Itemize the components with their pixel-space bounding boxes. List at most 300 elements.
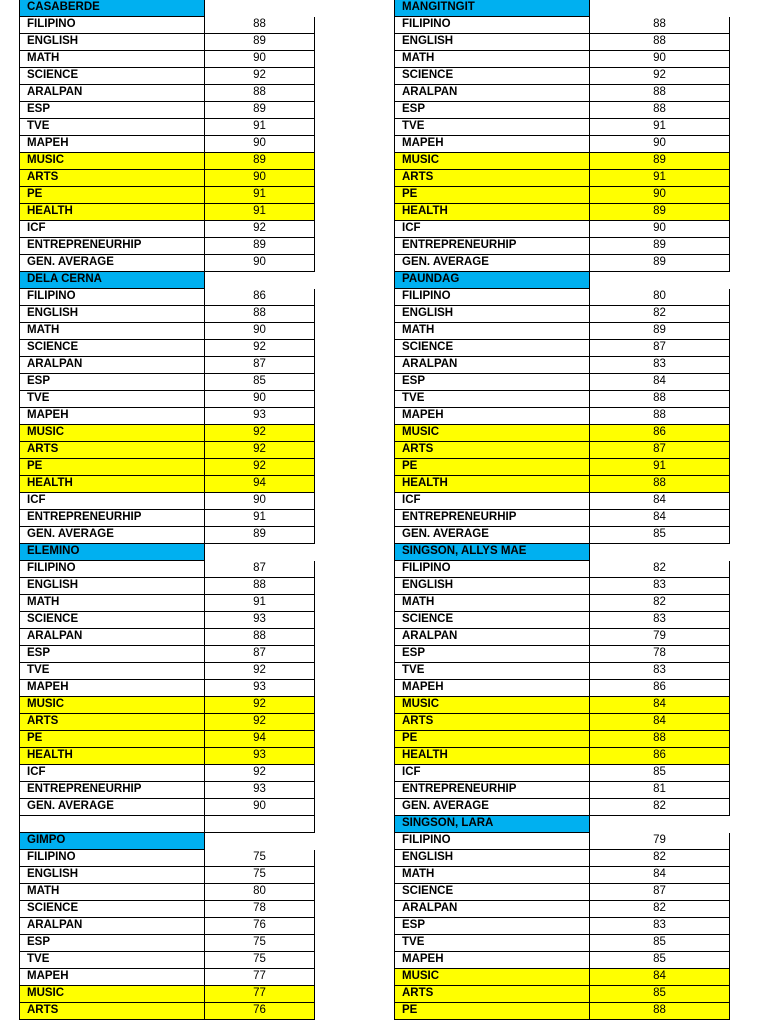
subject-name: MATH — [394, 323, 590, 340]
grade-value: 80 — [590, 289, 730, 306]
grade-row-esp — [19, 374, 315, 391]
subject-name: HEALTH — [19, 748, 205, 765]
grade-row-entrepreneurhip — [19, 510, 315, 527]
subject-name: MUSIC — [394, 153, 590, 170]
grade-row-mapeh — [394, 952, 730, 969]
grade-value: 83 — [590, 663, 730, 680]
subject-name: MAPEH — [19, 680, 205, 697]
grade-value: 89 — [205, 34, 315, 51]
subject-name: SCIENCE — [394, 340, 590, 357]
grade-row-gen-average — [394, 255, 730, 272]
grade-value: 82 — [590, 901, 730, 918]
grade-row-filipino — [19, 289, 315, 306]
student-name: DELA CERNA — [19, 272, 205, 289]
subject-name: ARALPAN — [394, 357, 590, 374]
subject-name: TVE — [394, 935, 590, 952]
grade-value: 89 — [590, 204, 730, 221]
grade-row-tve — [19, 391, 315, 408]
grade-value: 92 — [205, 68, 315, 85]
grade-value: 90 — [205, 493, 315, 510]
grade-row-entrepreneurhip — [19, 782, 315, 799]
grade-value: 88 — [590, 731, 730, 748]
grade-value: 88 — [590, 476, 730, 493]
student-name: ELEMINO — [19, 544, 205, 561]
grade-row-english — [394, 306, 730, 323]
grade-value: 87 — [205, 357, 315, 374]
subject-name: ARTS — [19, 442, 205, 459]
grade-row-arts — [394, 986, 730, 1003]
grade-row-health — [394, 748, 730, 765]
grade-value: 88 — [590, 1003, 730, 1020]
grade-value: 92 — [205, 697, 315, 714]
subject-name: MAPEH — [394, 408, 590, 425]
grade-value: 89 — [205, 238, 315, 255]
grade-row-gen-average — [394, 527, 730, 544]
grade-value: 88 — [205, 578, 315, 595]
grade-value: 86 — [590, 748, 730, 765]
grade-value: 84 — [590, 493, 730, 510]
grade-value: 93 — [205, 748, 315, 765]
grade-row-filipino — [394, 289, 730, 306]
subject-name: PE — [19, 187, 205, 204]
grade-row-english — [394, 34, 730, 51]
subject-name: MATH — [19, 884, 205, 901]
grade-value: 91 — [205, 595, 315, 612]
blank-cell — [205, 816, 315, 833]
subject-name: HEALTH — [19, 476, 205, 493]
subject-name: GEN. AVERAGE — [394, 255, 590, 272]
subject-name: TVE — [19, 663, 205, 680]
subject-name: ICF — [394, 493, 590, 510]
grade-value: 84 — [590, 374, 730, 391]
student-header-dela-cerna — [19, 272, 315, 289]
grade-row-pe — [394, 731, 730, 748]
grade-value: 83 — [590, 357, 730, 374]
grade-value: 80 — [205, 884, 315, 901]
subject-name: FILIPINO — [394, 17, 590, 34]
grade-row-music — [394, 153, 730, 170]
subject-name: ARTS — [19, 170, 205, 187]
grade-row-filipino — [394, 17, 730, 34]
grade-value: 84 — [590, 867, 730, 884]
subject-name: ARTS — [19, 1003, 205, 1020]
grade-row-math — [394, 323, 730, 340]
grade-value: 87 — [205, 561, 315, 578]
subject-name: MUSIC — [19, 697, 205, 714]
subject-name: FILIPINO — [19, 561, 205, 578]
grade-value: 79 — [590, 833, 730, 850]
grade-row-pe — [394, 1003, 730, 1020]
grade-value: 75 — [205, 867, 315, 884]
grade-row-english — [394, 578, 730, 595]
subject-name: MAPEH — [394, 952, 590, 969]
subject-name: MATH — [19, 51, 205, 68]
grade-row-science — [19, 901, 315, 918]
grade-row-esp — [394, 918, 730, 935]
subject-name: MATH — [19, 595, 205, 612]
grade-row-mapeh — [19, 408, 315, 425]
subject-name: TVE — [19, 119, 205, 136]
subject-name: MUSIC — [394, 425, 590, 442]
subject-name: GEN. AVERAGE — [394, 799, 590, 816]
grade-row-filipino — [394, 833, 730, 850]
subject-name: HEALTH — [394, 476, 590, 493]
grade-value: 84 — [590, 714, 730, 731]
subject-name: MAPEH — [394, 136, 590, 153]
grade-row-esp — [394, 102, 730, 119]
grade-row-aralpan — [19, 357, 315, 374]
grade-value: 90 — [590, 221, 730, 238]
grade-value: 89 — [590, 255, 730, 272]
grade-value: 88 — [590, 408, 730, 425]
subject-name: SCIENCE — [394, 68, 590, 85]
subject-name: MUSIC — [394, 969, 590, 986]
grade-value: 89 — [205, 527, 315, 544]
subject-name: ENTREPRENEURHIP — [19, 238, 205, 255]
subject-name: ESP — [19, 935, 205, 952]
grade-row-science — [19, 612, 315, 629]
header-empty-cell — [205, 833, 315, 850]
grade-value: 77 — [205, 969, 315, 986]
grade-value: 76 — [205, 918, 315, 935]
subject-name: MUSIC — [394, 697, 590, 714]
grade-row-aralpan — [19, 629, 315, 646]
grade-row-esp — [19, 935, 315, 952]
subject-name: MAPEH — [19, 408, 205, 425]
subject-name: GEN. AVERAGE — [394, 527, 590, 544]
subject-name: MATH — [19, 323, 205, 340]
grade-row-science — [19, 340, 315, 357]
subject-name: SCIENCE — [19, 68, 205, 85]
grade-value: 89 — [590, 153, 730, 170]
subject-name: ARTS — [394, 170, 590, 187]
subject-name: GEN. AVERAGE — [19, 799, 205, 816]
grade-value: 75 — [205, 935, 315, 952]
subject-name: ENTREPRENEURHIP — [394, 510, 590, 527]
grade-value: 76 — [205, 1003, 315, 1020]
subject-name: ESP — [394, 374, 590, 391]
subject-name: FILIPINO — [19, 850, 205, 867]
subject-name: ARALPAN — [19, 629, 205, 646]
grade-row-tve — [19, 119, 315, 136]
grade-value: 75 — [205, 850, 315, 867]
grade-row-music — [394, 697, 730, 714]
subject-name: SCIENCE — [394, 612, 590, 629]
grade-row-entrepreneurhip — [394, 782, 730, 799]
subject-name: ENGLISH — [394, 578, 590, 595]
subject-name: ICF — [19, 221, 205, 238]
student-name: GIMPO — [19, 833, 205, 850]
grade-row-tve — [394, 119, 730, 136]
grade-value: 88 — [205, 306, 315, 323]
grade-value: 88 — [590, 17, 730, 34]
grade-value: 91 — [205, 510, 315, 527]
subject-name: MUSIC — [19, 153, 205, 170]
grade-value: 92 — [590, 68, 730, 85]
grade-value: 90 — [205, 170, 315, 187]
subject-name: MATH — [394, 595, 590, 612]
subject-name: PE — [394, 187, 590, 204]
grade-value: 90 — [205, 255, 315, 272]
grade-value: 86 — [590, 680, 730, 697]
grade-row-tve — [19, 952, 315, 969]
subject-name: ESP — [19, 646, 205, 663]
grade-value: 88 — [205, 629, 315, 646]
grade-value: 82 — [590, 595, 730, 612]
subject-name: MAPEH — [19, 969, 205, 986]
grade-value: 92 — [205, 663, 315, 680]
grade-row-entrepreneurhip — [394, 510, 730, 527]
grade-row-tve — [394, 391, 730, 408]
grade-value: 84 — [590, 510, 730, 527]
grade-value: 93 — [205, 612, 315, 629]
grade-row-mapeh — [19, 136, 315, 153]
grade-row-science — [394, 340, 730, 357]
grade-row-science — [394, 612, 730, 629]
right-grade-column — [394, 0, 730, 1020]
grade-value: 92 — [205, 340, 315, 357]
grade-row-filipino — [19, 850, 315, 867]
grade-row-icf — [394, 765, 730, 782]
subject-name: ICF — [19, 765, 205, 782]
grade-row-arts — [19, 714, 315, 731]
subject-name: ESP — [394, 102, 590, 119]
grade-value: 88 — [205, 85, 315, 102]
student-header-gimpo — [19, 833, 315, 850]
subject-name: ARALPAN — [19, 357, 205, 374]
grade-row-gen-average — [19, 799, 315, 816]
header-empty-cell — [205, 544, 315, 561]
grade-row-tve — [19, 663, 315, 680]
grade-row-esp — [394, 646, 730, 663]
grade-row-pe — [19, 731, 315, 748]
grade-row-music — [19, 986, 315, 1003]
grade-value: 92 — [205, 459, 315, 476]
grade-row-math — [394, 867, 730, 884]
subject-name: ICF — [394, 765, 590, 782]
grade-row-gen-average — [394, 799, 730, 816]
grade-value: 88 — [590, 391, 730, 408]
header-empty-cell — [590, 544, 730, 561]
grade-value: 90 — [590, 136, 730, 153]
subject-name: TVE — [394, 119, 590, 136]
grade-value: 79 — [590, 629, 730, 646]
grade-row-arts — [394, 442, 730, 459]
student-name: SINGSON, LARA — [394, 816, 590, 833]
grade-row-entrepreneurhip — [394, 238, 730, 255]
grade-value: 86 — [590, 425, 730, 442]
grade-value: 90 — [205, 136, 315, 153]
subject-name: ARTS — [394, 442, 590, 459]
grade-value: 78 — [590, 646, 730, 663]
grade-value: 86 — [205, 289, 315, 306]
grade-row-health — [19, 748, 315, 765]
grade-row-music — [19, 153, 315, 170]
subject-name: ENTREPRENEURHIP — [19, 510, 205, 527]
grade-value: 89 — [205, 102, 315, 119]
grade-row-esp — [394, 374, 730, 391]
grade-value: 89 — [205, 153, 315, 170]
subject-name: TVE — [394, 663, 590, 680]
grade-row-filipino — [394, 561, 730, 578]
subject-name: PE — [394, 731, 590, 748]
subject-name: ARALPAN — [19, 918, 205, 935]
grade-value: 85 — [590, 527, 730, 544]
grade-row-filipino — [19, 561, 315, 578]
grade-value: 91 — [205, 204, 315, 221]
grade-value: 83 — [590, 918, 730, 935]
grade-row-icf — [394, 221, 730, 238]
subject-name: ARALPAN — [19, 85, 205, 102]
subject-name: SCIENCE — [19, 340, 205, 357]
subject-name: ENTREPRENEURHIP — [19, 782, 205, 799]
subject-name: SCIENCE — [394, 884, 590, 901]
subject-name: ENGLISH — [394, 850, 590, 867]
header-empty-cell — [590, 0, 730, 17]
grade-row-tve — [394, 663, 730, 680]
grade-row-math — [394, 51, 730, 68]
subject-name: MUSIC — [19, 425, 205, 442]
student-name: SINGSON, ALLYS MAE — [394, 544, 590, 561]
grade-value: 90 — [590, 187, 730, 204]
grade-row-pe — [19, 187, 315, 204]
subject-name: ENGLISH — [19, 867, 205, 884]
subject-name: HEALTH — [394, 204, 590, 221]
grade-value: 88 — [590, 102, 730, 119]
subject-name: MAPEH — [394, 680, 590, 697]
student-name: CASABERDE — [19, 0, 205, 17]
subject-name: ARALPAN — [394, 901, 590, 918]
grade-row-music — [394, 969, 730, 986]
grade-row-arts — [19, 442, 315, 459]
grade-value: 91 — [590, 459, 730, 476]
subject-name: ESP — [394, 918, 590, 935]
subject-name: SCIENCE — [19, 901, 205, 918]
student-name: MANGITNGIT — [394, 0, 590, 17]
grade-row-arts — [394, 714, 730, 731]
grade-row-mapeh — [394, 136, 730, 153]
grade-value: 90 — [590, 51, 730, 68]
grade-value: 85 — [590, 935, 730, 952]
grade-value: 85 — [590, 986, 730, 1003]
grade-value: 88 — [590, 85, 730, 102]
grade-value: 82 — [590, 561, 730, 578]
subject-name: PE — [394, 459, 590, 476]
grade-row-aralpan — [19, 918, 315, 935]
grade-row-science — [394, 884, 730, 901]
grade-row-aralpan — [394, 901, 730, 918]
grade-row-math — [19, 884, 315, 901]
student-header-singson-lara — [394, 816, 730, 833]
grade-row-filipino — [19, 17, 315, 34]
grade-row-aralpan — [394, 85, 730, 102]
grade-row-english — [19, 578, 315, 595]
grade-row-english — [19, 867, 315, 884]
grade-row-entrepreneurhip — [19, 238, 315, 255]
blank-row — [19, 816, 315, 833]
subject-name: ICF — [394, 221, 590, 238]
grade-value: 94 — [205, 476, 315, 493]
subject-name: ICF — [19, 493, 205, 510]
grade-row-pe — [394, 459, 730, 476]
subject-name: ARTS — [19, 714, 205, 731]
student-header-elemino — [19, 544, 315, 561]
grade-row-mapeh — [19, 969, 315, 986]
blank-cell — [19, 816, 205, 833]
subject-name: ESP — [19, 374, 205, 391]
grade-value: 91 — [590, 119, 730, 136]
grade-value: 91 — [205, 119, 315, 136]
grade-row-english — [19, 34, 315, 51]
grade-row-aralpan — [394, 357, 730, 374]
grade-row-science — [19, 68, 315, 85]
subject-name: ARTS — [394, 714, 590, 731]
subject-name: ENGLISH — [19, 34, 205, 51]
grade-row-tve — [394, 935, 730, 952]
grade-row-health — [19, 476, 315, 493]
grade-value: 92 — [205, 425, 315, 442]
grade-value: 84 — [590, 697, 730, 714]
subject-name: ENTREPRENEURHIP — [394, 782, 590, 799]
subject-name: ENGLISH — [19, 578, 205, 595]
subject-name: FILIPINO — [19, 17, 205, 34]
grade-row-pe — [394, 187, 730, 204]
student-header-paundag — [394, 272, 730, 289]
grade-row-gen-average — [19, 527, 315, 544]
subject-name: ENGLISH — [394, 306, 590, 323]
grade-row-mapeh — [394, 408, 730, 425]
grade-value: 91 — [205, 187, 315, 204]
subject-name: ENTREPRENEURHIP — [394, 238, 590, 255]
grade-value: 85 — [590, 765, 730, 782]
grade-row-aralpan — [394, 629, 730, 646]
subject-name: TVE — [19, 391, 205, 408]
grade-value: 93 — [205, 680, 315, 697]
grade-row-arts — [19, 170, 315, 187]
grade-value: 91 — [590, 170, 730, 187]
subject-name: MUSIC — [19, 986, 205, 1003]
grade-row-arts — [19, 1003, 315, 1020]
subject-name: PE — [394, 1003, 590, 1020]
grade-row-math — [19, 595, 315, 612]
subject-name: ESP — [394, 646, 590, 663]
subject-name: SCIENCE — [19, 612, 205, 629]
grade-row-english — [19, 306, 315, 323]
header-empty-cell — [205, 0, 315, 17]
grade-value: 89 — [590, 238, 730, 255]
grade-row-gen-average — [19, 255, 315, 272]
grade-row-math — [19, 51, 315, 68]
grade-value: 90 — [205, 51, 315, 68]
subject-name: ENGLISH — [19, 306, 205, 323]
grade-value: 93 — [205, 408, 315, 425]
subject-name: GEN. AVERAGE — [19, 527, 205, 544]
grade-row-icf — [394, 493, 730, 510]
student-header-mangitngit — [394, 0, 730, 17]
subject-name: FILIPINO — [394, 833, 590, 850]
grade-row-english — [394, 850, 730, 867]
grade-value: 89 — [590, 323, 730, 340]
grade-value: 85 — [590, 952, 730, 969]
grade-row-icf — [19, 493, 315, 510]
grade-value: 90 — [205, 323, 315, 340]
subject-name: TVE — [19, 952, 205, 969]
grade-value: 82 — [590, 850, 730, 867]
subject-name: ENGLISH — [394, 34, 590, 51]
student-name: PAUNDAG — [394, 272, 590, 289]
grade-row-icf — [19, 221, 315, 238]
grade-value: 77 — [205, 986, 315, 1003]
